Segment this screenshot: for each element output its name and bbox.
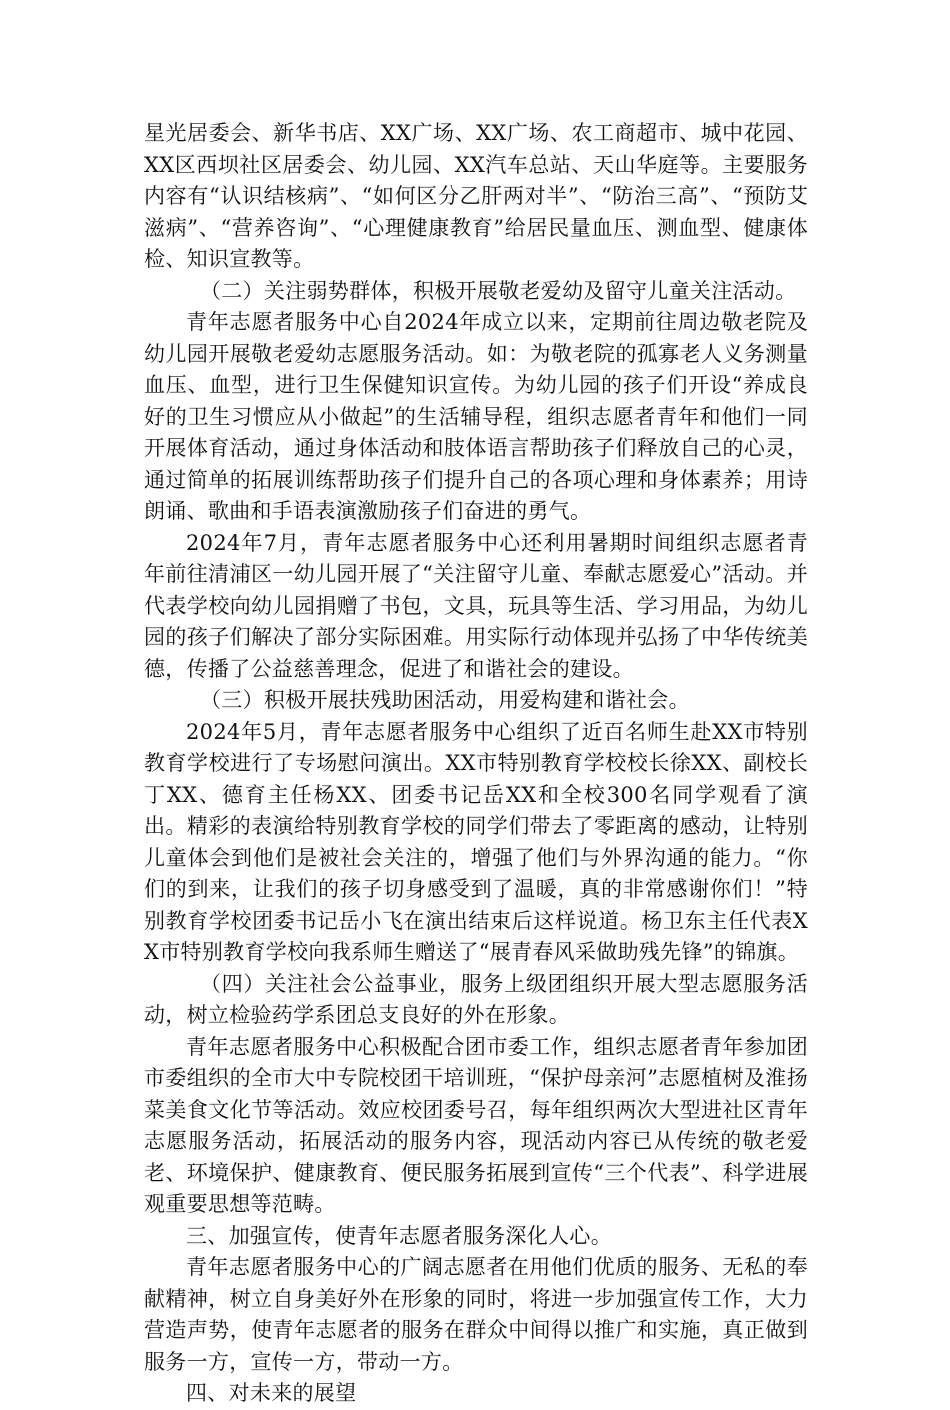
paragraph-service-locations: 星光居委会、新华书店、XX广场、XX广场、农工商超市、城中花园、XX区西坝社区居委会、幼儿园、XX汽车总站、天山华庭等。主要服务内容有“认识结核病”、“如何区分乙肝两对半”、“防治三高”、“预防艾滋病”、“营养咨询”、“心理健康教育”给居民量血压、测血型、健康体检、知识宣教等。 <box>144 121 808 271</box>
paragraph-publicity: 青年志愿者服务中心的广阔志愿者在用他们优质的服务、无私的奉献精神，树立自身美好外在形象的同时，将进一步加强宣传工作，大力营造声势，使青年志愿者的服务在群众中间得以推广和实施，真正做到服务一方，宣传一方，带动一方。 <box>144 1255 808 1374</box>
heading-part-3: 三、加强宣传，使青年志愿者服务深化人心。 <box>186 1223 612 1248</box>
document-body <box>144 118 808 1410</box>
heading-section-2: （二）关注弱势群体，积极开展敬老爱幼及留守儿童关注活动。 <box>200 278 797 303</box>
heading-section-3: （三）积极开展扶残助困活动，用爱构建和谐社会。 <box>200 688 690 712</box>
paragraph-special-education: 2024年5月，青年志愿者服务中心组织了近百名师生赴XX市特别教育学校进行了专场慰问演出。XX市特别教育学校校长徐XX、副校长丁XX、德育主任杨XX、团委书记岳XX和全校300名同学观看了演出。精彩的表演给特别教育学校的同学们带去了零距离的感动，让特别儿童体会到他们是被社会关注的，增强了他们与外界沟通的能力。“你们的到来，让我们的孩子切身感受到了温暖，真的非常感谢你们！”特别教育学校团委书记岳小飞在演出结束后这样说道。杨卫东主任代表XX市特别教育学校向我系师生赠送了“展青春风采做助残先锋”的锦旗。 <box>144 719 808 964</box>
heading-part-4: 四、对未来的展望 <box>186 1381 357 1405</box>
paragraph-elderly-children: 青年志愿者服务中心自2024年成立以来，定期前往周边敬老院及幼儿园开展敬老爱幼志愿服务活动。如：为敬老院的孤寡老人义务测量血压、血型，进行卫生保健知识宣传。为幼儿园的孩子们开设“养成良好的卫生习惯应从小做起”的生活辅导程，组织志愿者青年和他们一同开展体育活动，通过身体活动和肢体语言帮助孩子们释放自己的心灵，通过简单的拓展训练帮助孩子们提升自己的各项心理和身体素养；用诗朗诵、歌曲和手语表演激励孩子们奋进的勇气。 <box>144 310 808 523</box>
paragraph-public-welfare: 青年志愿者服务中心积极配合团市委工作，组织志愿者青年参加团市委组织的全市大中专院校团干培训班，“保护母亲河”志愿植树及淮扬菜美食文化节等活动。效应校团委号召，每年组织两次大型进社区青年志愿服务活动，拓展活动的服务内容，现活动内容已从传统的敬老爱老、环境保护、健康教育、便民服务拓展到宣传“三个代表”、科学进展观重要思想等范畴。 <box>144 1034 808 1216</box>
paragraph-left-behind-children: 2024年7月，青年志愿者服务中心还利用暑期时间组织志愿者青年前往清浦区一幼儿园开展了“关注留守儿童、奉献志愿爱心”活动。并代表学校向幼儿园捐赠了书包，文具，玩具等生活、学习用品，为幼儿园的孩子们解决了部分实际困难。用实际行动体现并弘扬了中华传统美德，传播了公益慈善理念，促进了和谐社会的建设。 <box>144 530 808 681</box>
heading-section-4: （四）关注社会公益事业，服务上级团组织开展大型志愿服务活动，树立检验药学系团总支良好的外在形象。 <box>144 971 808 1027</box>
